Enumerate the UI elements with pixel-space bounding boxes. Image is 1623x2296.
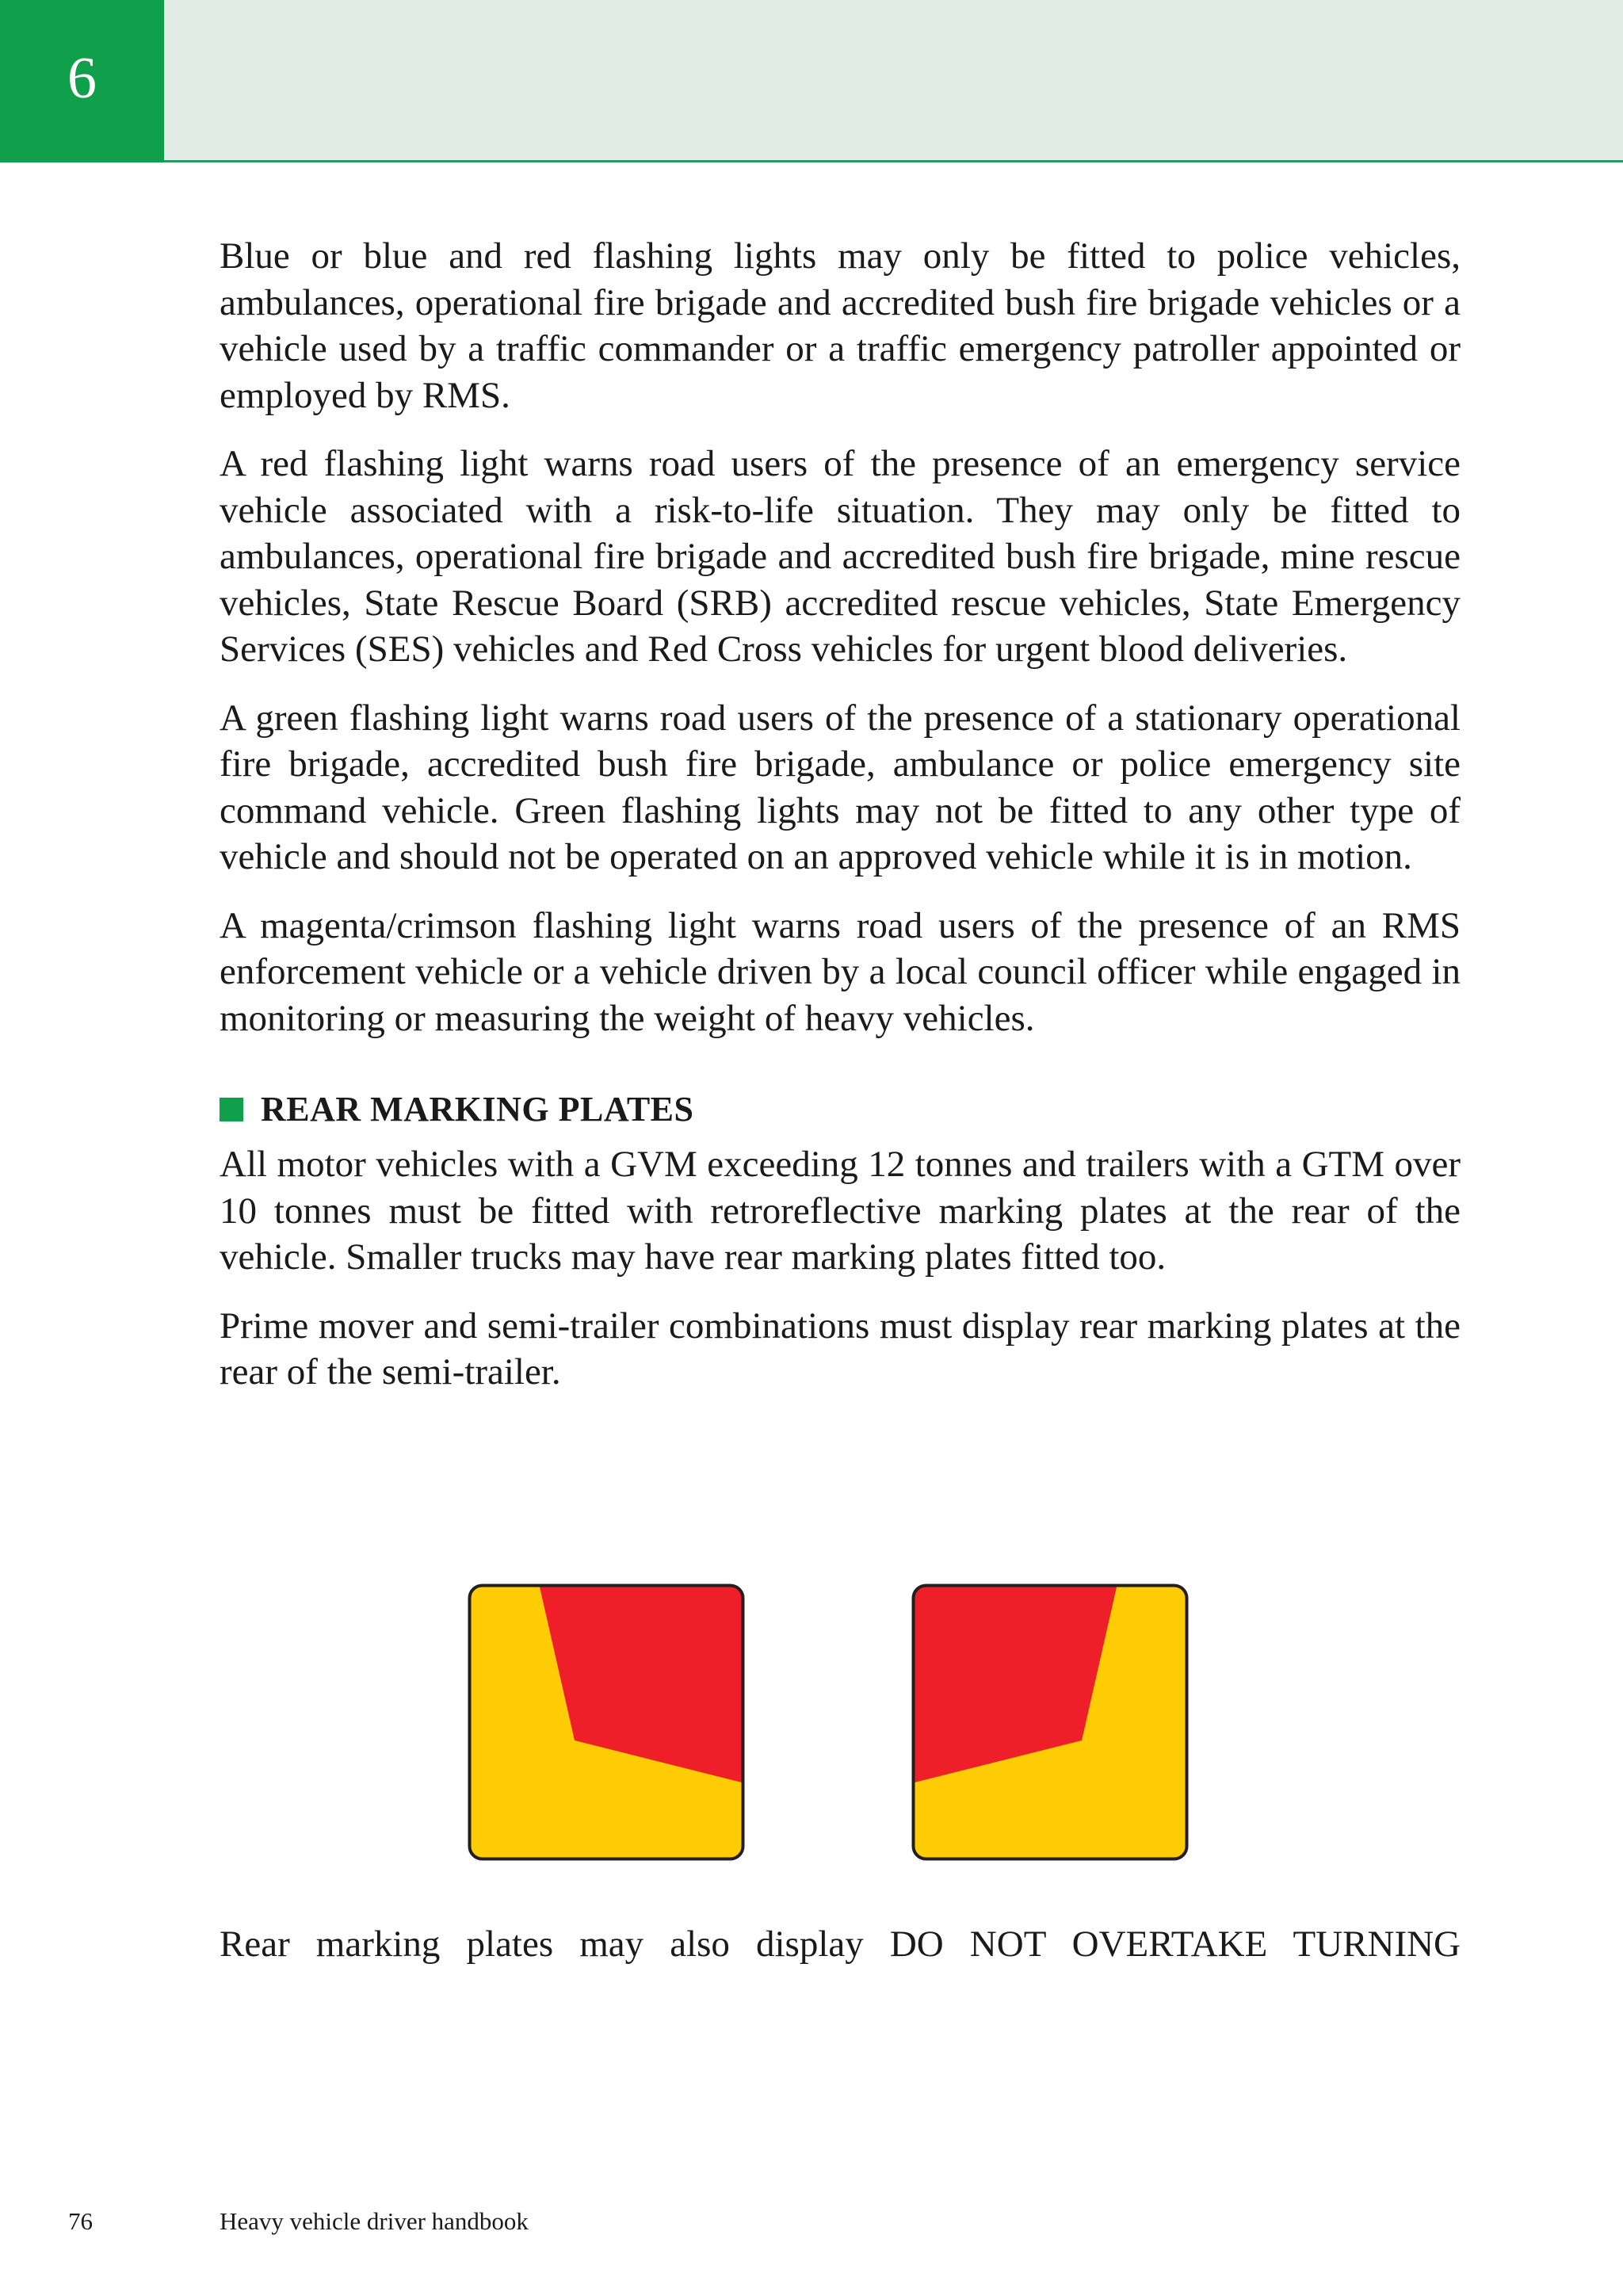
paragraph-rear-plates-requirement: All motor vehicles with a GVM exceeding 12 tonnes and trailers with a GTM over 10 tonnes must be fitted with retroreflective marking plates at the rear of the vehicle. Smaller trucks may have rear marking plates fitted too. [220, 1144, 1461, 1278]
footer-page-number: 76 [68, 2207, 93, 2235]
paragraph-blue-lights: Blue or blue and red flashing lights may only be fitted to police vehicles, ambulances, operational fire brigade and accredited bush fire brigade vehicles or a vehicle used by a traffic commander or a traffic emergency patroller appointed or employed by RMS. [220, 235, 1461, 416]
paragraph-red-lights: A red flashing light warns road users of the presence of an emergency service vehicle associated with a risk-to-life situation. They may only be fitted to ambulances, operational fire brigade and accredited bush fire brigade, mine rescue vehicles, State Rescue Board (SRB) accredited rescue vehicles, State Emergency Services (SES) vehicles and Red Cross vehicles for urgent blood deliveries. [220, 443, 1461, 670]
section-heading-text: REAR MARKING PLATES [261, 1090, 694, 1129]
green-square-bullet-icon [220, 1098, 243, 1121]
paragraph-magenta-lights: A magenta/crimson flashing light warns road users of the presence of an RMS enforcement vehicle or a vehicle driven by a local council officer while engaged in monitoring or measuring the weight of heavy vehicles. [220, 904, 1461, 1039]
rear-marking-plates-illustration [468, 1584, 1190, 1861]
paragraph-green-lights: A green flashing light warns road users of the presence of a stationary operational fire brigade, accredited bush fire brigade, ambulance or police emergency site command vehicle. Green flashing lights may not be fitted to any other type of vehicle and should not be operated on an approved vehicle while it is in motion. [220, 697, 1461, 877]
footer-book-title: Heavy vehicle driver handbook [220, 2207, 529, 2235]
chapter-number-tab: 6 [0, 0, 164, 162]
header-band [0, 0, 1623, 162]
section-heading-rear-marking-plates [220, 1092, 1461, 1127]
rear-marking-plate-left [468, 1584, 745, 1861]
paragraph-prime-mover-plates: Prime mover and semi-trailer combinations must display rear marking plates at the rear of the semi-trailer. [220, 1305, 1461, 1392]
main-content [220, 233, 1461, 1418]
paragraph-do-not-overtake: Rear marking plates may also display DO NOT OVERTAKE TURNING [220, 1924, 1461, 1965]
rear-marking-plate-right [911, 1584, 1189, 1861]
